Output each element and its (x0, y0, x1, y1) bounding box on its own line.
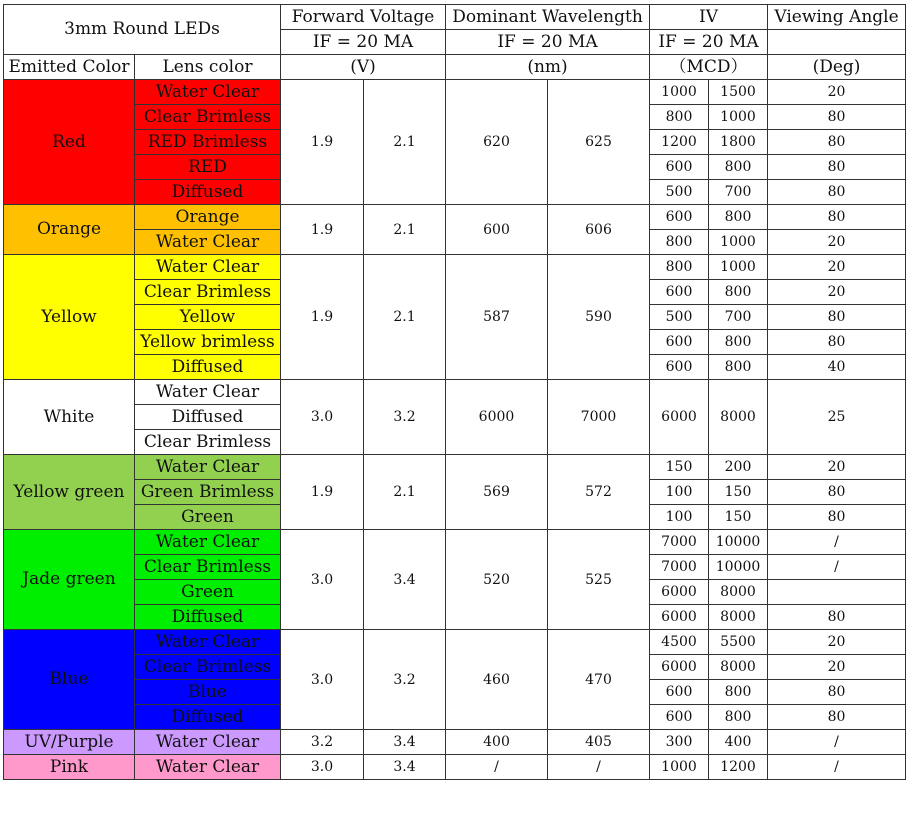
wavelength-min-cell: 620 (446, 80, 548, 205)
iv-min-cell: 150 (650, 455, 709, 480)
wavelength-min-cell: 400 (446, 730, 548, 755)
lens-color-cell: Clear Brimless (135, 105, 281, 130)
header-viewing-angle: Viewing Angle (768, 5, 906, 30)
wavelength-min-cell: 520 (446, 530, 548, 630)
lens-color-cell: Clear Brimless (135, 555, 281, 580)
iv-min-cell: 4500 (650, 630, 709, 655)
iv-min-cell: 600 (650, 155, 709, 180)
iv-min-cell: 7000 (650, 555, 709, 580)
iv-min-cell: 1000 (650, 755, 709, 780)
iv-max-cell: 800 (709, 330, 768, 355)
lens-color-cell: Diffused (135, 355, 281, 380)
viewing-angle-cell: 80 (768, 605, 906, 630)
lens-color-cell: Water Clear (135, 380, 281, 405)
forward-voltage-max-cell: 3.2 (364, 630, 446, 730)
forward-voltage-min-cell: 1.9 (281, 455, 364, 530)
forward-voltage-max-cell: 3.4 (364, 530, 446, 630)
lens-color-cell: Water Clear (135, 230, 281, 255)
iv-min-cell: 600 (650, 680, 709, 705)
iv-min-cell: 600 (650, 280, 709, 305)
emitted-color-cell: Jade green (4, 530, 135, 630)
table-row (4, 530, 906, 555)
forward-voltage-min-cell: 1.9 (281, 205, 364, 255)
table-title: 3mm Round LEDs (4, 5, 281, 55)
lens-color-cell: Orange (135, 205, 281, 230)
emitted-color-cell: Blue (4, 630, 135, 730)
viewing-angle-cell: 80 (768, 480, 906, 505)
header-iv: IV (650, 5, 768, 30)
table-row (4, 255, 906, 280)
iv-max-cell: 1200 (709, 755, 768, 780)
iv-min-cell: 6000 (650, 605, 709, 630)
viewing-angle-cell: 20 (768, 280, 906, 305)
emitted-color-cell: Orange (4, 205, 135, 255)
table-row (4, 755, 906, 780)
header-blank (768, 30, 906, 55)
lens-color-cell: Water Clear (135, 80, 281, 105)
header-if-voltage: IF = 20 MA (281, 30, 446, 55)
forward-voltage-max-cell: 3.4 (364, 755, 446, 780)
iv-min-cell: 600 (650, 705, 709, 730)
iv-max-cell: 800 (709, 155, 768, 180)
iv-max-cell: 800 (709, 205, 768, 230)
iv-min-cell: 600 (650, 205, 709, 230)
header-unit-nm: (nm) (446, 55, 650, 80)
header-lens-color: Lens color (135, 55, 281, 80)
iv-max-cell: 10000 (709, 555, 768, 580)
header-forward-voltage: Forward Voltage (281, 5, 446, 30)
viewing-angle-cell: 20 (768, 655, 906, 680)
iv-min-cell: 300 (650, 730, 709, 755)
wavelength-max-cell: 606 (548, 205, 650, 255)
lens-color-cell: Diffused (135, 180, 281, 205)
iv-max-cell: 8000 (709, 655, 768, 680)
forward-voltage-min-cell: 3.2 (281, 730, 364, 755)
viewing-angle-cell: / (768, 530, 906, 555)
iv-max-cell: 150 (709, 480, 768, 505)
led-spec-table (3, 4, 906, 780)
wavelength-max-cell: / (548, 755, 650, 780)
wavelength-min-cell: 460 (446, 630, 548, 730)
iv-max-cell: 8000 (709, 605, 768, 630)
iv-min-cell: 1000 (650, 80, 709, 105)
forward-voltage-min-cell: 3.0 (281, 380, 364, 455)
viewing-angle-cell: 80 (768, 155, 906, 180)
viewing-angle-cell: 80 (768, 680, 906, 705)
viewing-angle-cell: 20 (768, 80, 906, 105)
iv-max-cell: 8000 (709, 380, 768, 455)
iv-min-cell: 7000 (650, 530, 709, 555)
header-unit-mcd: （MCD） (650, 55, 768, 80)
viewing-angle-cell: 80 (768, 105, 906, 130)
iv-max-cell: 800 (709, 280, 768, 305)
forward-voltage-max-cell: 2.1 (364, 255, 446, 380)
viewing-angle-cell: 40 (768, 355, 906, 380)
wavelength-min-cell: / (446, 755, 548, 780)
iv-min-cell: 500 (650, 180, 709, 205)
iv-max-cell: 8000 (709, 580, 768, 605)
lens-color-cell: RED Brimless (135, 130, 281, 155)
lens-color-cell: Water Clear (135, 455, 281, 480)
wavelength-max-cell: 572 (548, 455, 650, 530)
lens-color-cell: Yellow brimless (135, 330, 281, 355)
viewing-angle-cell: 20 (768, 630, 906, 655)
forward-voltage-min-cell: 1.9 (281, 80, 364, 205)
forward-voltage-min-cell: 3.0 (281, 630, 364, 730)
wavelength-min-cell: 587 (446, 255, 548, 380)
table-row (4, 730, 906, 755)
emitted-color-cell: Yellow (4, 255, 135, 380)
wavelength-max-cell: 405 (548, 730, 650, 755)
viewing-angle-cell: 80 (768, 130, 906, 155)
forward-voltage-max-cell: 3.4 (364, 730, 446, 755)
iv-min-cell: 800 (650, 230, 709, 255)
viewing-angle-cell: 25 (768, 380, 906, 455)
wavelength-min-cell: 600 (446, 205, 548, 255)
wavelength-max-cell: 625 (548, 80, 650, 205)
iv-max-cell: 1800 (709, 130, 768, 155)
iv-max-cell: 1000 (709, 105, 768, 130)
iv-min-cell: 6000 (650, 580, 709, 605)
iv-max-cell: 10000 (709, 530, 768, 555)
iv-min-cell: 500 (650, 305, 709, 330)
header-dominant-wavelength: Dominant Wavelength (446, 5, 650, 30)
forward-voltage-max-cell: 2.1 (364, 455, 446, 530)
lens-color-cell: Green Brimless (135, 480, 281, 505)
iv-max-cell: 700 (709, 180, 768, 205)
iv-max-cell: 800 (709, 680, 768, 705)
lens-color-cell: RED (135, 155, 281, 180)
viewing-angle-cell (768, 580, 906, 605)
lens-color-cell: Diffused (135, 405, 281, 430)
table-row (4, 380, 906, 405)
header-unit-deg: (Deg) (768, 55, 906, 80)
lens-color-cell: Water Clear (135, 630, 281, 655)
iv-min-cell: 600 (650, 330, 709, 355)
forward-voltage-max-cell: 2.1 (364, 205, 446, 255)
emitted-color-cell: UV/Purple (4, 730, 135, 755)
iv-max-cell: 5500 (709, 630, 768, 655)
iv-max-cell: 1000 (709, 230, 768, 255)
wavelength-max-cell: 590 (548, 255, 650, 380)
lens-color-cell: Water Clear (135, 255, 281, 280)
lens-color-cell: Water Clear (135, 530, 281, 555)
emitted-color-cell: White (4, 380, 135, 455)
viewing-angle-cell: 80 (768, 705, 906, 730)
iv-max-cell: 800 (709, 705, 768, 730)
viewing-angle-cell: 20 (768, 255, 906, 280)
lens-color-cell: Clear Brimless (135, 280, 281, 305)
viewing-angle-cell: 80 (768, 180, 906, 205)
lens-color-cell: Clear Brimless (135, 430, 281, 455)
iv-max-cell: 400 (709, 730, 768, 755)
iv-max-cell: 150 (709, 505, 768, 530)
viewing-angle-cell: / (768, 730, 906, 755)
lens-color-cell: Clear Brimless (135, 655, 281, 680)
iv-min-cell: 800 (650, 255, 709, 280)
wavelength-max-cell: 470 (548, 630, 650, 730)
iv-max-cell: 1000 (709, 255, 768, 280)
iv-min-cell: 800 (650, 105, 709, 130)
iv-min-cell: 100 (650, 480, 709, 505)
lens-color-cell: Diffused (135, 605, 281, 630)
forward-voltage-min-cell: 1.9 (281, 255, 364, 380)
viewing-angle-cell: / (768, 555, 906, 580)
header-if-wavelength: IF = 20 MA (446, 30, 650, 55)
lens-color-cell: Green (135, 505, 281, 530)
viewing-angle-cell: 20 (768, 455, 906, 480)
header-if-iv: IF = 20 MA (650, 30, 768, 55)
table-row (4, 205, 906, 230)
lens-color-cell: Water Clear (135, 755, 281, 780)
iv-max-cell: 700 (709, 305, 768, 330)
header-emitted-color: Emitted Color (4, 55, 135, 80)
wavelength-min-cell: 6000 (446, 380, 548, 455)
emitted-color-cell: Yellow green (4, 455, 135, 530)
lens-color-cell: Green (135, 580, 281, 605)
wavelength-max-cell: 525 (548, 530, 650, 630)
iv-min-cell: 1200 (650, 130, 709, 155)
iv-min-cell: 600 (650, 355, 709, 380)
table-row (4, 630, 906, 655)
viewing-angle-cell: / (768, 755, 906, 780)
header-unit-v: (V) (281, 55, 446, 80)
iv-min-cell: 6000 (650, 380, 709, 455)
wavelength-max-cell: 7000 (548, 380, 650, 455)
viewing-angle-cell: 80 (768, 205, 906, 230)
emitted-color-cell: Red (4, 80, 135, 205)
lens-color-cell: Blue (135, 680, 281, 705)
iv-min-cell: 100 (650, 505, 709, 530)
viewing-angle-cell: 20 (768, 230, 906, 255)
forward-voltage-min-cell: 3.0 (281, 530, 364, 630)
wavelength-min-cell: 569 (446, 455, 548, 530)
lens-color-cell: Yellow (135, 305, 281, 330)
iv-min-cell: 6000 (650, 655, 709, 680)
emitted-color-cell: Pink (4, 755, 135, 780)
lens-color-cell: Water Clear (135, 730, 281, 755)
forward-voltage-min-cell: 3.0 (281, 755, 364, 780)
table-row (4, 80, 906, 105)
iv-max-cell: 1500 (709, 80, 768, 105)
viewing-angle-cell: 80 (768, 330, 906, 355)
viewing-angle-cell: 80 (768, 505, 906, 530)
forward-voltage-max-cell: 2.1 (364, 80, 446, 205)
viewing-angle-cell: 80 (768, 305, 906, 330)
table-row (4, 455, 906, 480)
iv-max-cell: 200 (709, 455, 768, 480)
iv-max-cell: 800 (709, 355, 768, 380)
forward-voltage-max-cell: 3.2 (364, 380, 446, 455)
lens-color-cell: Diffused (135, 705, 281, 730)
